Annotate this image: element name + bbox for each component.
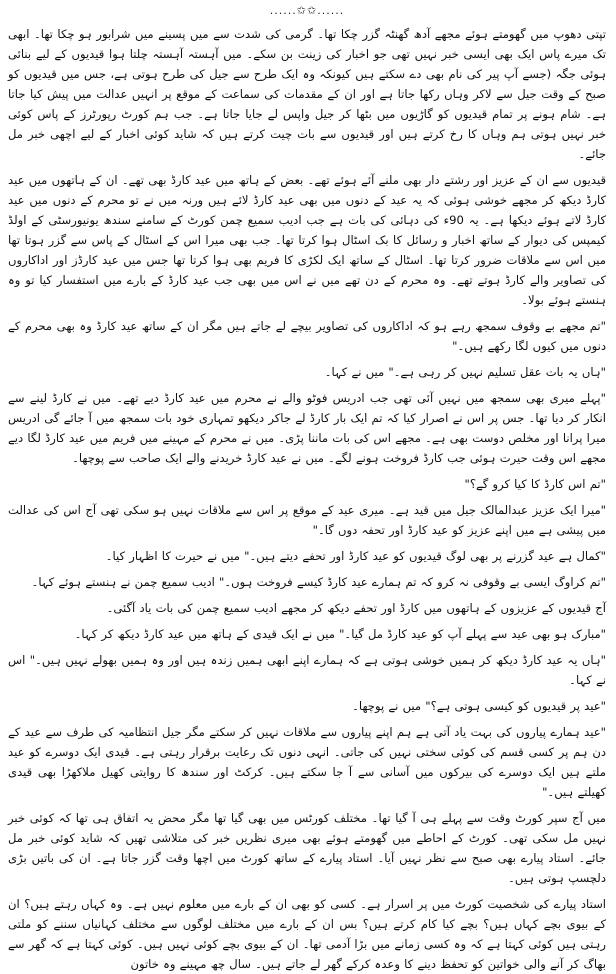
paragraph-13: "عید پر قیدیوں کو کیسی ہوتی ہے؟" میں نے پوچھا۔ <box>352 699 606 713</box>
section-divider: ......✩✩...... <box>269 4 345 17</box>
paragraph-15: میں آج سپر کورٹ وقت سے پہلے ہی آ گیا تھا۔ مختلف کورٹس میں بھی گیا تھا مگر محض یہ اتفاق ہی تھا کہ کوئی خبر نہیں مل سکی تھی۔ کورٹ کے احاطے میں گھومتے ہوئے بھی میری نظریں خبر کی متلاشی تھیں کہ شاید کوئی خبر مل جائے۔ استاد پیارے بھی صبح سے نظر نہیں آیا۔ استاد پیارے کے ساتھ کورٹ میں اچھا وقت گزر جاتا ہے۔ ان کی باتیں بڑی دلچسپ ہوتی ہیں۔ <box>8 811 606 885</box>
paragraph-16: استاد پیارے کی شخصیت کورٹ میں پر اسرار ہے۔ کسی کو بھی ان کے بارے میں معلوم نہیں ہے۔ وہ کہاں رہتے ہیں؟ ان کے بیوی بچے کہاں ہیں؟ بچے کیا کام کرتے ہیں؟ بس ان کے بارے میں مختلف لوگوں سے مختلف کہانیاں سننے کو ملتی رہتی ہیں کوئی کہتا ہے کہ وہ کسی زمانے میں بڑا آدمی تھا۔ ان کے بیوی بچے کوئی نہیں ہیں۔ کوئی کہتا ہے کہ گھر سے بھاگ کر آنے والی خواتین کو تحفظ دینے کا وعدہ کرکے گھر لے جاتے ہیں۔ سال چھ مہینے وہ خاتون <box>8 897 606 971</box>
paragraph-2: قیدیوں سے ان کے عزیز اور رشتے دار بھی ملنے آئے ہوئے تھے۔ بعض کے ہاتھ میں عید کارڈ بھی تھے۔ ان کے ہاتھوں میں عید کارڈ دیکھ کر مجھے خوشی ہوئی کہ یہ عید کے دنوں میں بھی عید کارڈ لائے ہیں ورنہ میں نے تو محرم کے دنوں میں عید کارڈ لاتے ہوئے دیکھا ہے۔ یہ 90ء کی دہائی کی بات ہے جب ادیب سمیع چمن کورٹ کے سامنے سندھ یونیورسٹی کے اولڈ کیمپس کی دیوار کے ساتھ اخبار و رسائل کا بک اسٹال ہوا کرتا تھا۔ جب بھی میرا اس کے اسٹال کے پاس سے گزر ہوتا تھا میں اس سے ملاقات ضرور کرتا تھا۔ اسٹال کے ساتھ ایک لکڑی کا فریم بھی ہوا کرتا تھا جس میں عید کارڈز اور اداکاروں کی تصاویر والے کارڈ ہوتے تھے۔ وہ محرم کے دن تھے میں نے اس میں بھی جب عید کارڈ کے بارے میں استفسار کیا تو وہ ہنستے ہوئے بولا۔ <box>8 173 606 307</box>
paragraph-4: "ہاں یہ بات عقل تسلیم نہیں کر رہی ہے۔" میں نے کہا۔ <box>324 365 606 379</box>
paragraph-3: "تم مجھے بے وقوف سمجھ رہے ہو کہ اداکاروں کی تصاویر بیچے لے جاتے ہیں مگر ان کے ساتھ عید کارڈ وہ بھی محرم کے دنوں میں کیوں لگا رکھے ہیں۔" <box>8 319 606 353</box>
paragraph-7: "میرا ایک عزیز عبدالمالک جیل میں قید ہے۔ میری عید کے موقع پر اس سے ملاقات نہیں ہو سکی تھی آج اس کی عدالت میں پیشی ہے میں اپنے عزیز کو عید کارڈ اور تحفہ دوں گا۔" <box>8 503 606 537</box>
paragraph-5: "پہلے میری بھی سمجھ میں نہیں آئی تھی جب ادریس فوٹو والے نے محرم میں عید کارڈ دیے تھے۔ میں نے کارڈ لینے سے انکار کر دیا تھا۔ جس پر اس نے اصرار کیا کہ تم ایک بار کارڈ لے جاکر دیکھو تمہاری خود بات سمجھ میں آ جائے گی ادریس میرا پرانا اور مخلص دوست بھی ہے۔ مجھے اس کی بات ماننا پڑی۔ میں نے محرم کے مہینے میں فریم میں عید کارڈ لگا دیے مجھے اس وقت حیرت ہوئی جب کارڈ فروخت ہونے لگے۔ میں نے عید کارڈ خریدنے والے ایک صاحب سے پوچھا۔ <box>8 391 606 465</box>
paragraph-6: "تم اس کارڈ کا کیا کرو گے؟" <box>464 477 606 491</box>
document-page <box>8 4 606 971</box>
paragraph-10: آج قیدیوں کے عزیزوں کے ہاتھوں میں کارڈ اور تحفے دیکھ کر مجھے ادیب سمیع چمن کی بات یاد آگئی۔ <box>106 601 606 615</box>
paragraph-8: "کمال ہے عید گزرنے پر بھی لوگ قیدیوں کو عید کارڈ اور تحفے دیتے ہیں۔" میں نے حیرت کا اظہار کیا۔ <box>105 549 606 563</box>
paragraph-12: "ہاں یہ عید کارڈ دیکھ کر ہمیں خوشی ہوتی ہے کہ ہمارے اپنے ابھی ہمیں زندہ ہیں اور وہ ہمیں بھولے نہیں ہیں۔" اس نے کہا۔ <box>8 653 606 687</box>
paragraph-1: تپتی دھوپ میں گھومتے ہوئے مجھے آدھ گھنٹہ گزر چکا تھا۔ گرمی کی شدت سے میں پسینے میں شرابور ہو چکا تھا۔ ابھی تک میرے پاس ایک بھی ایسی خبر نہیں تھی جو اخبار کی زینت بن سکے۔ میں آہستہ آہستہ چلتا ہوا قیدیوں کے لیے بنائی ہوئی جگہ (جسے آپ پیر کی نام بھی دے سکتے ہیں کیونکہ وہ ایک طرح سے جیل کی طرح ہوتی ہے، جس میں قیدیوں کو صبح کے وقت جیل سے لاکر وہاں رکھا جاتا ہے اور ان کے مقدمات کی سماعت کے موقع پر انہیں عدالت میں پیش کیا جاتا ہے۔ شام ہونے پر تمام قیدیوں کو گاڑیوں میں بٹھا کر جیل واپس لے جایا جاتا ہے۔ جب ہم کورٹ رپورٹرز کے پاس کوئی خبر نہیں ہوتی ہم وہاں کا رخ کرتے ہیں اور قیدیوں سے بات چیت کرتے ہیں کہ شاید کوئی اخبار کے لیے اچھی خبر مل جائے۔ <box>8 27 606 161</box>
paragraph-9: "تم کراوگ ایسی بے وقوفی نہ کرو کہ تم ہمارے عید کارڈ کیسے فروخت ہوں۔" ادیب سمیع چمن نے ہنستے ہوئے کہا۔ <box>31 575 606 589</box>
paragraph-11: "مبارک ہو بھی عید سے پہلے آپ کو عید کارڈ مل گیا۔" میں نے ایک قیدی کے ہاتھ میں عید کارڈ دیکھ کر کہا۔ <box>74 627 606 641</box>
paragraph-14: "عید ہمارے پیاروں کی بہت یاد آتی ہے ہم اپنے پیاروں سے ملاقات نہیں کر سکتے مگر جیل انتظامیہ کی طرف سے عید کے دن ہم پر کسی قسم کی کوئی سختی نہیں کی جاتی۔ انہی دنوں تک رعایت برقرار رہتی ہے۔ قیدی ایک دوسرے کو عید ملتے ہیں ایک دوسرے کی بیرکوں میں آسانی سے آ جا سکتے ہیں۔ کرکٹ اور سندھ کا روایتی کھیل ملاکھڑا بھی قیدی کھیلتے ہیں۔" <box>8 725 606 799</box>
